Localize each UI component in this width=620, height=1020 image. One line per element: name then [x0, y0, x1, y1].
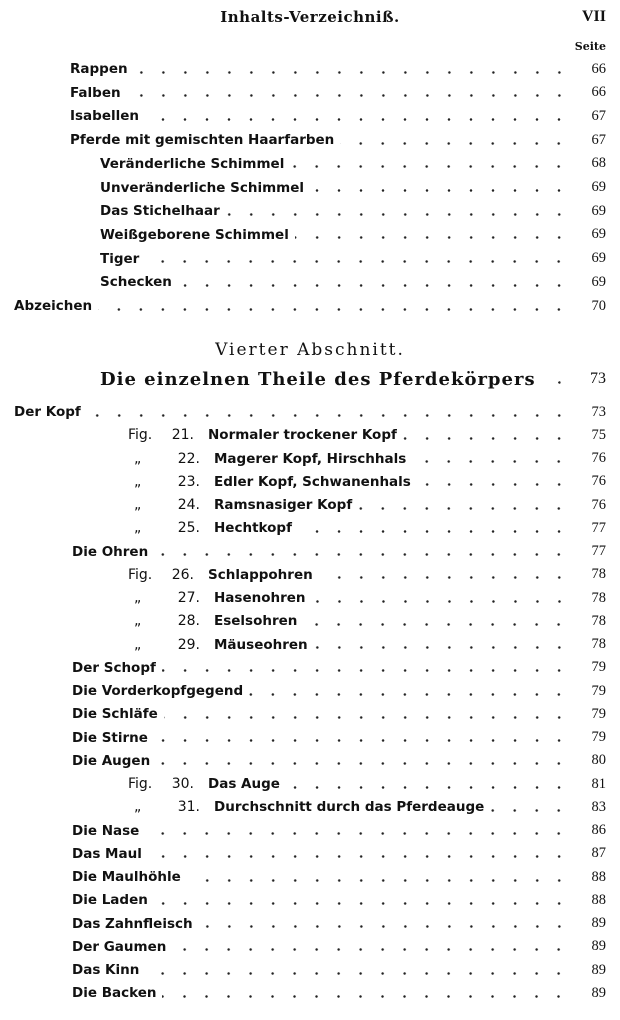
figure-number: 25.: [177, 520, 200, 537]
running-title: Inhalts-Verzeichniß.: [220, 8, 400, 26]
dot-leader: [127, 94, 570, 97]
figure-number: 23.: [177, 473, 200, 490]
entry-label: Die Augen: [72, 752, 151, 769]
dot-leader: [226, 213, 570, 216]
dot-leader: [550, 381, 570, 384]
entry-page: 78: [591, 612, 606, 629]
figure-prefix: „: [134, 590, 142, 606]
entry-page: 78: [591, 636, 606, 652]
entry-label: Eselsohren: [214, 613, 298, 630]
entry-page: 67: [591, 107, 606, 124]
toc-entry: [70, 58, 606, 80]
entry-page: 86: [591, 822, 606, 838]
entry-page: 69: [591, 179, 606, 195]
toc-entry: [72, 959, 606, 981]
entry-label: Schlappohren: [208, 566, 313, 583]
toc-figure-entry: [128, 494, 606, 516]
figure-reference: [128, 637, 214, 653]
entry-label: Die Schläfe: [72, 706, 158, 723]
entry-label: Edler Kopf, Schwanenhals: [214, 473, 411, 490]
toc-entry: [70, 82, 606, 104]
toc-entry: [70, 129, 606, 151]
entry-page: 78: [591, 566, 606, 583]
dot-leader: [412, 460, 570, 463]
entry-label: Schecken: [100, 274, 172, 291]
entry-page: 79: [591, 659, 606, 676]
figure-reference: [128, 799, 214, 815]
entry-label: Das Maul: [72, 845, 142, 862]
section-heading: Vierter Abschnitt.: [215, 340, 405, 360]
figure-prefix: „: [134, 636, 142, 653]
dot-leader: [87, 414, 570, 417]
toc-entry: [14, 401, 606, 423]
dot-leader: [358, 507, 570, 510]
entry-label: Die Laden: [72, 892, 148, 909]
toc-figure-entry: [128, 564, 606, 586]
figure-reference: [128, 567, 208, 583]
dot-leader: [148, 855, 570, 858]
figure-prefix: „: [134, 497, 142, 513]
toc-figure-entry: [128, 587, 606, 609]
entry-label: Normaler trockener Kopf: [208, 427, 397, 444]
entry-label: Der Gaumen: [72, 938, 167, 955]
toc-entry: [72, 750, 606, 772]
toc-entry: [72, 889, 606, 911]
dot-leader: [145, 972, 570, 975]
entry-page: 76: [591, 450, 606, 466]
figure-prefix: „: [134, 520, 142, 537]
entry-page: 89: [591, 984, 606, 1001]
figure-reference: [128, 590, 214, 606]
figure-number: 22.: [177, 450, 200, 467]
entry-page: 87: [591, 845, 606, 862]
entry-page: 79: [591, 729, 606, 745]
entry-page: 89: [591, 938, 606, 955]
entry-label: Abzeichen: [14, 298, 93, 314]
dot-leader: [303, 623, 570, 626]
dot-leader: [162, 995, 570, 998]
entry-label: Der Schopf: [72, 659, 156, 676]
toc-entry: [72, 843, 606, 865]
dot-leader: [312, 600, 570, 603]
entry-label: Falben: [70, 84, 121, 101]
entry-page: 73: [591, 403, 606, 420]
toc-entry: [72, 657, 606, 679]
entry-label: Die Backen: [72, 985, 157, 1002]
toc-entry: [72, 727, 606, 749]
entry-label: Isabellen: [70, 108, 140, 125]
entry-label: Ramsnasiger Kopf: [214, 497, 353, 513]
toc-entry: [72, 936, 606, 958]
entry-page: 69: [591, 202, 606, 219]
entry-page: 78: [591, 589, 606, 606]
entry-page: 66: [591, 84, 606, 101]
dot-leader: [154, 739, 570, 742]
toc-entry: [72, 820, 606, 842]
figure-prefix: „: [134, 613, 142, 630]
toc-entry: [72, 703, 606, 725]
entry-label: Das Zahnfleisch: [72, 915, 193, 932]
dot-leader: [98, 308, 570, 311]
entry-label: Die Nase: [72, 822, 140, 839]
toc-entry: [72, 913, 606, 935]
entry-label: Unveränderliche Schimmel: [100, 179, 304, 196]
figure-prefix: „: [134, 450, 142, 467]
figure-number: 26.: [171, 566, 194, 583]
dot-leader: [199, 925, 570, 928]
entry-page: 69: [591, 226, 606, 243]
figure-reference: [128, 613, 214, 629]
section-title: Die einzelnen Theile des Pferdekörpers: [100, 368, 536, 390]
dot-leader: [145, 260, 570, 263]
dot-leader: [314, 646, 570, 649]
entry-label: Mäuseohren: [214, 636, 308, 653]
dot-leader: [286, 786, 570, 789]
figure-reference: [128, 776, 208, 792]
toc-entry: [72, 541, 606, 563]
dot-leader: [145, 118, 570, 121]
figure-number: 30.: [171, 776, 194, 792]
section-page: 73: [590, 370, 606, 387]
entry-label: Das Kinn: [72, 962, 140, 978]
dot-leader: [134, 71, 570, 74]
dot-leader: [154, 902, 570, 905]
toc-entry: [100, 271, 606, 293]
entry-page: 83: [591, 798, 606, 815]
toc-entry: [72, 982, 606, 1004]
dot-leader: [187, 879, 570, 882]
figure-prefix: Fig.: [128, 776, 153, 792]
dot-leader: [340, 142, 570, 145]
entry-label: Die Vorderkopfgegend: [72, 683, 244, 699]
section-title-row: [100, 366, 606, 392]
toc-figure-entry: [128, 448, 606, 470]
dot-leader: [172, 948, 570, 951]
figure-prefix: Fig.: [128, 427, 153, 444]
entry-label: Hechtkopf: [214, 520, 292, 537]
page-number: VII: [581, 8, 606, 25]
entry-page: 70: [591, 297, 606, 314]
entry-page: 81: [591, 775, 606, 792]
toc-figure-entry: [128, 424, 606, 446]
entry-label: Pferde mit gemischten Haarfarben: [70, 132, 335, 149]
entry-page: 76: [591, 473, 606, 490]
entry-label: Das Auge: [208, 776, 280, 792]
entry-page: 80: [591, 752, 606, 769]
figure-reference: [128, 520, 214, 536]
entry-label: Der Kopf: [14, 404, 81, 420]
toc-figure-entry: [128, 471, 606, 493]
dot-leader: [403, 437, 570, 440]
entry-page: 68: [591, 155, 606, 172]
entry-page: 69: [591, 273, 606, 290]
entry-page: 75: [591, 426, 606, 443]
dot-leader: [145, 832, 570, 835]
dot-leader: [162, 669, 570, 672]
page-column-label: Seite: [574, 40, 606, 53]
toc-figure-entry: [128, 634, 606, 656]
toc-figure-entry: [128, 517, 606, 539]
toc-entry: [72, 680, 606, 702]
entry-page: 79: [591, 705, 606, 722]
toc-figure-entry: [128, 796, 606, 818]
dot-leader: [156, 762, 570, 765]
figure-prefix: „: [134, 473, 142, 490]
dot-leader: [295, 236, 570, 239]
entry-page: 67: [591, 131, 606, 148]
entry-label: Rappen: [70, 61, 128, 77]
page-header: [0, 6, 620, 30]
figure-reference: [128, 497, 214, 513]
dot-leader: [154, 553, 570, 556]
entry-page: 88: [591, 868, 606, 885]
entry-label: Veränderliche Schimmel: [100, 155, 285, 172]
entry-label: Die Maulhöhle: [72, 869, 181, 885]
toc-figure-entry: [128, 610, 606, 632]
toc-figure-entry: [128, 773, 606, 795]
dot-leader: [178, 284, 570, 287]
toc-entry: [14, 295, 606, 317]
entry-label: Tiger: [100, 250, 140, 267]
dot-leader: [290, 165, 570, 168]
figure-number: 31.: [177, 799, 200, 816]
figure-prefix: Fig.: [128, 566, 153, 583]
toc-entry: [72, 866, 606, 888]
entry-label: Die Stirne: [72, 729, 148, 746]
entry-page: 89: [591, 961, 606, 978]
entry-page: 66: [591, 60, 606, 77]
entry-page: 69: [591, 250, 606, 267]
entry-label: Magerer Kopf, Hirschhals: [214, 450, 407, 467]
dot-leader: [298, 530, 570, 533]
figure-number: 27.: [177, 590, 200, 606]
entry-label: Hasenohren: [214, 590, 306, 606]
entry-page: 77: [591, 519, 606, 536]
entry-label: Weißgeborene Schimmel: [100, 226, 289, 243]
toc-entry: [100, 177, 606, 199]
entry-page: 76: [591, 496, 606, 513]
toc-entry: [100, 200, 606, 222]
figure-number: 28.: [177, 613, 200, 630]
toc-entry: [100, 224, 606, 246]
entry-page: 88: [591, 891, 606, 908]
dot-leader: [249, 693, 570, 696]
toc-entry: [100, 153, 606, 175]
dot-leader: [310, 189, 570, 192]
dot-leader: [164, 716, 570, 719]
figure-reference: [128, 451, 214, 467]
entry-page: 89: [591, 915, 606, 931]
figure-number: 24.: [177, 497, 200, 513]
entry-page: 77: [591, 543, 606, 559]
figure-number: 21.: [171, 427, 194, 444]
dot-leader: [417, 483, 570, 486]
dot-leader: [319, 576, 570, 579]
entry-page: 79: [591, 682, 606, 699]
figure-prefix: „: [134, 799, 142, 816]
toc-entry: [70, 105, 606, 127]
dot-leader: [490, 809, 570, 812]
figure-reference: [128, 427, 208, 443]
toc-entry: [100, 248, 606, 270]
figure-number: 29.: [177, 636, 200, 653]
entry-label: Das Stichelhaar: [100, 203, 220, 220]
figure-reference: [128, 474, 214, 490]
entry-label: Durchschnitt durch das Pferdeauge: [214, 799, 485, 816]
entry-label: Die Ohren: [72, 543, 149, 560]
